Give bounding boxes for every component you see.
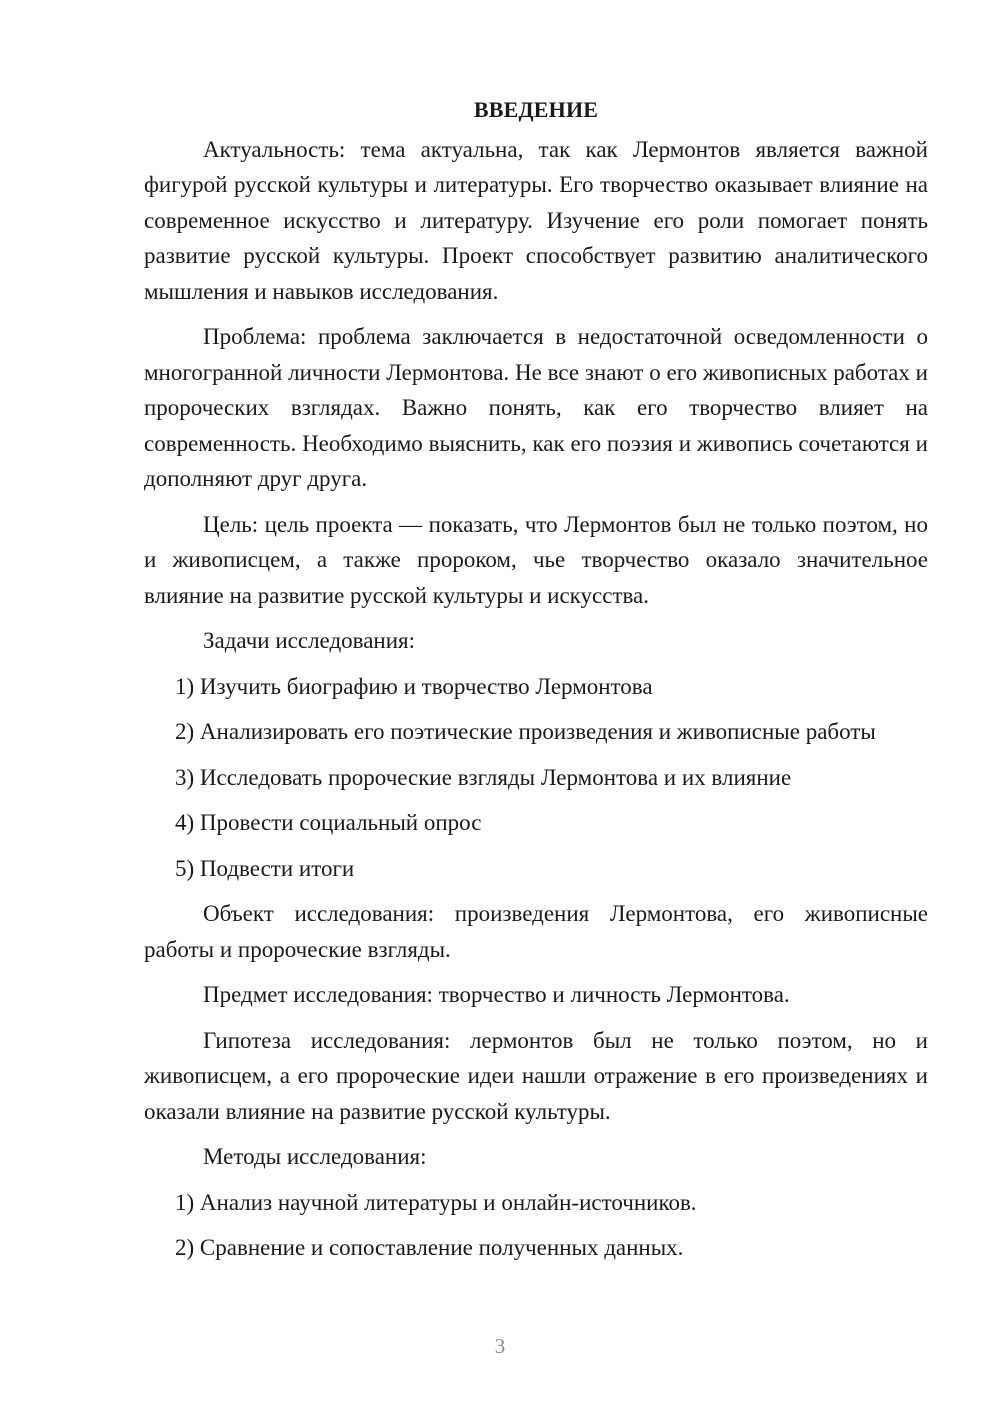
list-item-task-3: 3) Исследовать пророческие взгляды Лермонтова и их влияние <box>175 764 792 790</box>
paragraph-goal: Цель: цель проекта — показать, что Лермонтов был не только поэтом, но и живописцем, а также пророком, чье творчество оказало значительное влияние на развитие русской культуры и искусства. <box>144 511 928 608</box>
methods-heading: Методы исследования: <box>203 1144 427 1169</box>
page-title: ВВЕДЕНИЕ <box>473 97 599 122</box>
list-item-method-1: 1) Анализ научной литературы и онлайн-источников. <box>175 1189 697 1215</box>
paragraph-actuality: Актуальность: тема актуальна, так как Лермонтов является важной фигурой русской культуры и литературы. Его творчество оказывает влияние на современное искусство и литературу. Изучение его роли помогает понять развитие русской культуры. Проект способствует развитию аналитического мышления и навыков исследования. <box>144 136 928 304</box>
list-item-task-5: 5) Подвести итоги <box>175 855 355 881</box>
tasks-heading: Задачи исследования: <box>203 628 416 653</box>
list-item-task-2: 2) Анализировать его поэтические произведения и живописные работы <box>175 719 876 744</box>
paragraph-object: Объект исследования: произведения Лермонтова, его живописные работы и пророческие взгляды. <box>144 901 928 962</box>
paragraph-hypothesis: Гипотеза исследования: лермонтов был не только поэтом, но и живописцем, а его пророческие идеи нашли отражение в его произведениях и оказали влияние на развитие русской культуры. <box>144 1027 928 1124</box>
list-item-task-4: 4) Провести социальный опрос <box>175 810 482 835</box>
list-item-task-1: 1) Изучить биографию и творчество Лермонтова <box>175 673 653 699</box>
page-content <box>144 92 928 1276</box>
paragraph-subject: Предмет исследования: творчество и личность Лермонтова. <box>203 982 790 1007</box>
paragraph-problem: Проблема: проблема заключается в недостаточной осведомленности о многогранной личности Лермонтова. Не все знают о его живописных работах и пророческих взглядах. Важно понять, как его творчество влияет на современность. Необходимо выяснить, как его поэзия и живопись сочетаются и дополняют друг друга. <box>144 324 928 491</box>
page-number: 3 <box>494 1334 506 1358</box>
list-item-method-2: 2) Сравнение и сопоставление полученных данных. <box>175 1235 684 1260</box>
